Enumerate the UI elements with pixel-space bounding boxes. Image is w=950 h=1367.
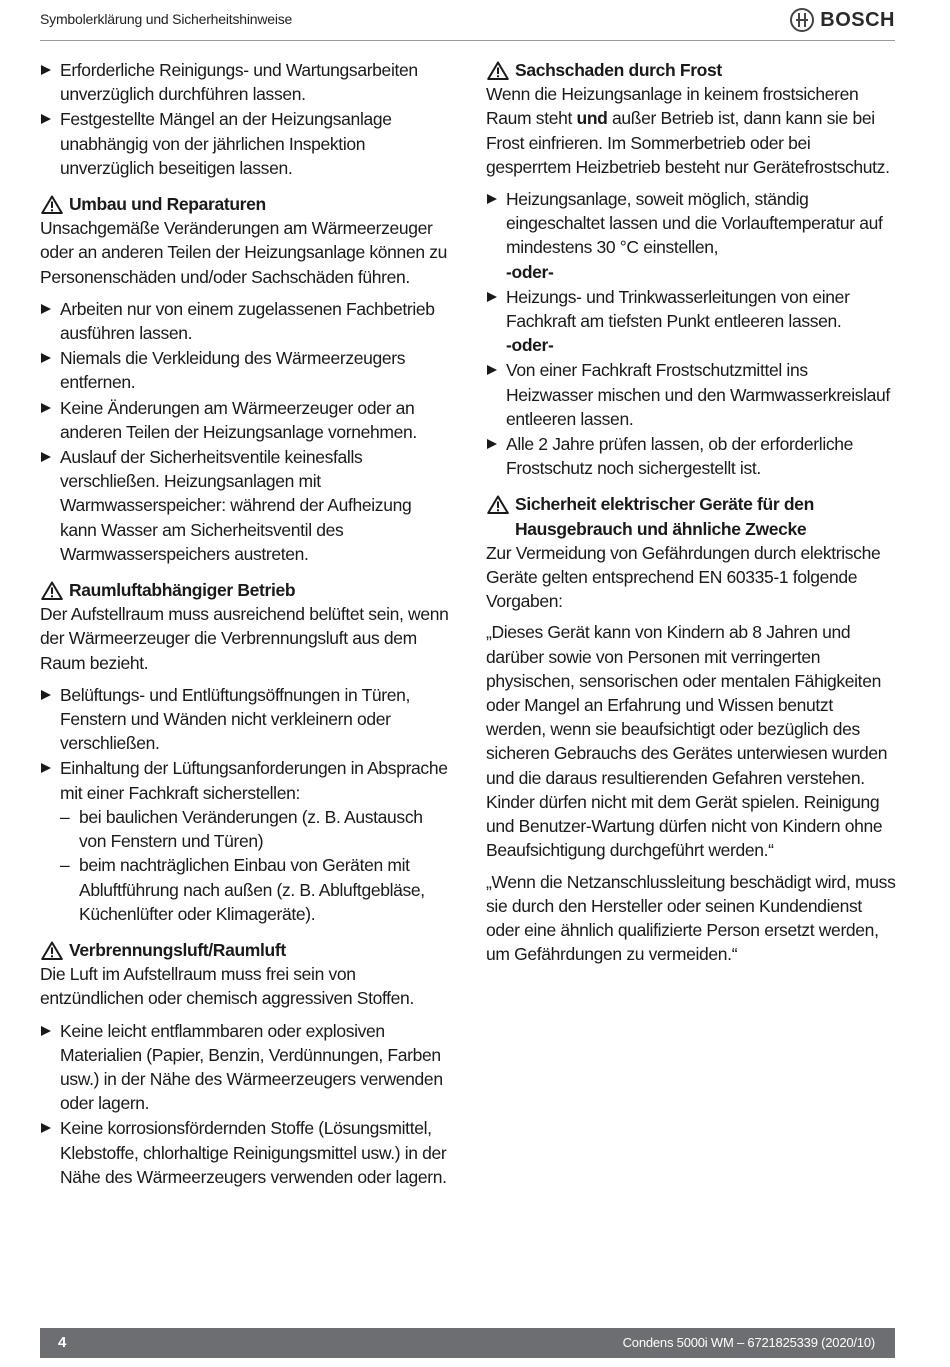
section-text [486, 82, 896, 179]
step-item: Alle 2 Jahre prüfen lassen, ob der erforderliche Frostschutz noch sichergestellt ist. [486, 432, 896, 480]
dash-item: – beim nachträglichen Einbau von Geräten mit Abluftführung nach außen (z. B. Abluftgebläse, Küchenlüfter oder Klimageräte). [60, 853, 450, 926]
section-title-text: Raumluftabhängiger Betrieb [69, 580, 296, 601]
quote-paragraph: „Dieses Gerät kann von Kindern ab 8 Jahren und darüber sowie von Personen mit verringerten physischen, sensorischen oder mentalen Fähigkeiten oder Mangel an Erfahrung und Wissen benutzt werden, wenn sie beaufsichtigt oder bezüglich des sicheren Gebrauchs des Gerätes unterwiesen wurden und die daraus resultierenden Gefahren verstehen. Kinder dürfen nicht mit dem Gerät spielen. Reinigung und Benutzer-Wartung dürfen nicht von Kindern ohne Beaufsichtigung durchgeführt werden.“ [486, 622, 888, 861]
step-text: Heizungs- und Trinkwasserleitungen von einer Fachkraft am tiefsten Punkt entleeren lassen. [506, 286, 850, 332]
section-verbrennung [40, 938, 450, 1189]
text-part: außer Betrieb ist, dann kann sie bei Frost einfrieren. Im Sommerbetrieb oder bei gesperrtem Heizbetrieb besteht nur Gerätefrostschutz. [486, 108, 890, 177]
right-column [486, 58, 896, 966]
step-item: Niemals die Verkleidung des Wärmeerzeugers entfernen. [40, 346, 450, 394]
section-title-text: Umbau und Reparaturen [69, 194, 266, 215]
section-title-text: Verbrennungsluft/Raumluft [69, 939, 286, 960]
step-item: Auslauf der Sicherheitsventile keinesfalls verschließen. Heizungsanlagen mit Warmwasserspeicher: während der Aufheizung kann Wasser am Sicherheitsventil des Warmwasserspeichers austreten. [40, 445, 450, 566]
warning-triangle-icon [487, 61, 509, 80]
step-item: Von einer Fachkraft Frostschutzmittel ins Heizwasser mischen und den Warmwasserkreislauf entleeren lassen. [486, 358, 896, 431]
section-text: Die Luft im Aufstellraum muss frei sein von entzündlichen oder chemisch aggressiven Stoffen. [40, 964, 414, 1009]
page-header [40, 0, 895, 41]
header-title: Symbolerklärung und Sicherheitshinweise [40, 11, 293, 27]
section-title-text: Sicherheit elektrischer Geräte für den Hausgebrauch und ähnliche Zwecke [515, 494, 814, 539]
text-part: Wenn die Heizungsanlage in keinem frostsicheren Raum steht [486, 84, 859, 129]
section-umbau [40, 192, 450, 566]
step-item: Belüftungs- und Entlüftungsöffnungen in Türen, Fenstern und Wänden nicht verkleinern oder verschließen. [40, 683, 450, 756]
left-column [40, 58, 450, 1190]
document-reference: Condens 5000i WM – 6721825339 (2020/10) [622, 1335, 875, 1350]
step-item [486, 285, 896, 358]
section-elektrisch [486, 492, 896, 966]
step-text: Einhaltung der Lüftungsanforderungen in Absprache mit einer Fachkraft sicherstellen: [60, 758, 448, 803]
step-item: Arbeiten nur von einem zugelassenen Fachbetrieb ausführen lassen. [40, 297, 450, 345]
oder-label: -oder- [506, 261, 554, 282]
step-item [486, 187, 896, 284]
section-title [40, 192, 450, 216]
section-title-text: Sachschaden durch Frost [515, 60, 722, 80]
section-title [40, 578, 450, 602]
page-footer [40, 1328, 895, 1358]
section-raumluft [40, 578, 450, 926]
section-title [40, 938, 450, 962]
bosch-logo-icon [790, 8, 814, 32]
warning-triangle-icon [41, 195, 63, 214]
brand [790, 8, 895, 32]
step-item: Keine korrosionsfördernden Stoffe (Lösungsmittel, Klebstoffe, chlorhaltige Reinigungsmittel usw.) in der Nähe des Wärmeerzeugers verwenden oder lagern. [40, 1116, 450, 1189]
steps-list [40, 683, 450, 926]
section-title [486, 58, 896, 82]
section-text: Unsachgemäße Veränderungen am Wärmeerzeuger oder an anderen Teilen der Heizungsanlage können zu Personenschäden und/oder Sachschäden führen. [40, 218, 448, 287]
section-text: Der Aufstellraum muss ausreichend belüftet sein, wenn der Wärmeerzeuger die Verbrennungsluft aus dem Raum bezieht. [40, 604, 449, 673]
oder-label: -oder- [506, 335, 554, 356]
steps-list [486, 187, 896, 480]
page-number: 4 [58, 1334, 67, 1351]
intro-steps [40, 58, 450, 180]
brand-name: BOSCH [820, 8, 895, 31]
step-item: Keine Änderungen am Wärmeerzeuger oder an anderen Teilen der Heizungsanlage vornehmen. [40, 396, 450, 444]
step-item: Erforderliche Reinigungs- und Wartungsarbeiten unverzüglich durchführen lassen. [40, 58, 450, 106]
dash-list [60, 805, 450, 926]
step-item-with-dashes [40, 756, 450, 925]
section-title [486, 492, 896, 540]
step-item: Keine leicht entflammbaren oder explosiven Materialien (Papier, Benzin, Verdünnungen, Farben usw.) in der Nähe des Wärmeerzeugers verwenden oder lagern. [40, 1019, 450, 1116]
steps-list [40, 297, 450, 566]
section-text: Zur Vermeidung von Gefährdungen durch elektrische Geräte gelten entsprechend EN 60335-1 folgende Vorgaben: [486, 542, 881, 612]
emphasis-und: und [576, 108, 608, 129]
quote-paragraph: „Wenn die Netzanschlussleitung beschädigt wird, muss sie durch den Hersteller oder seinen Kundendienst oder eine ähnlich qualifizierte Person ersetzt werden, um Gefährdungen zu vermeiden.“ [486, 871, 896, 965]
warning-triangle-icon [41, 941, 63, 960]
warning-triangle-icon [487, 495, 509, 514]
section-frost [486, 58, 896, 480]
step-item: Festgestellte Mängel an der Heizungsanlage unabhängig von der jährlichen Inspektion unverzüglich beseitigen lassen. [40, 107, 450, 180]
warning-triangle-icon [41, 581, 63, 600]
dash-item: – bei baulichen Veränderungen (z. B. Austausch von Fenstern und Türen) [60, 805, 450, 853]
steps-list [40, 1019, 450, 1189]
step-text: Heizungsanlage, soweit möglich, ständig eingeschaltet lassen und die Vorlauftemperatur auf mindestens 30 °C einstellen, [506, 189, 883, 258]
